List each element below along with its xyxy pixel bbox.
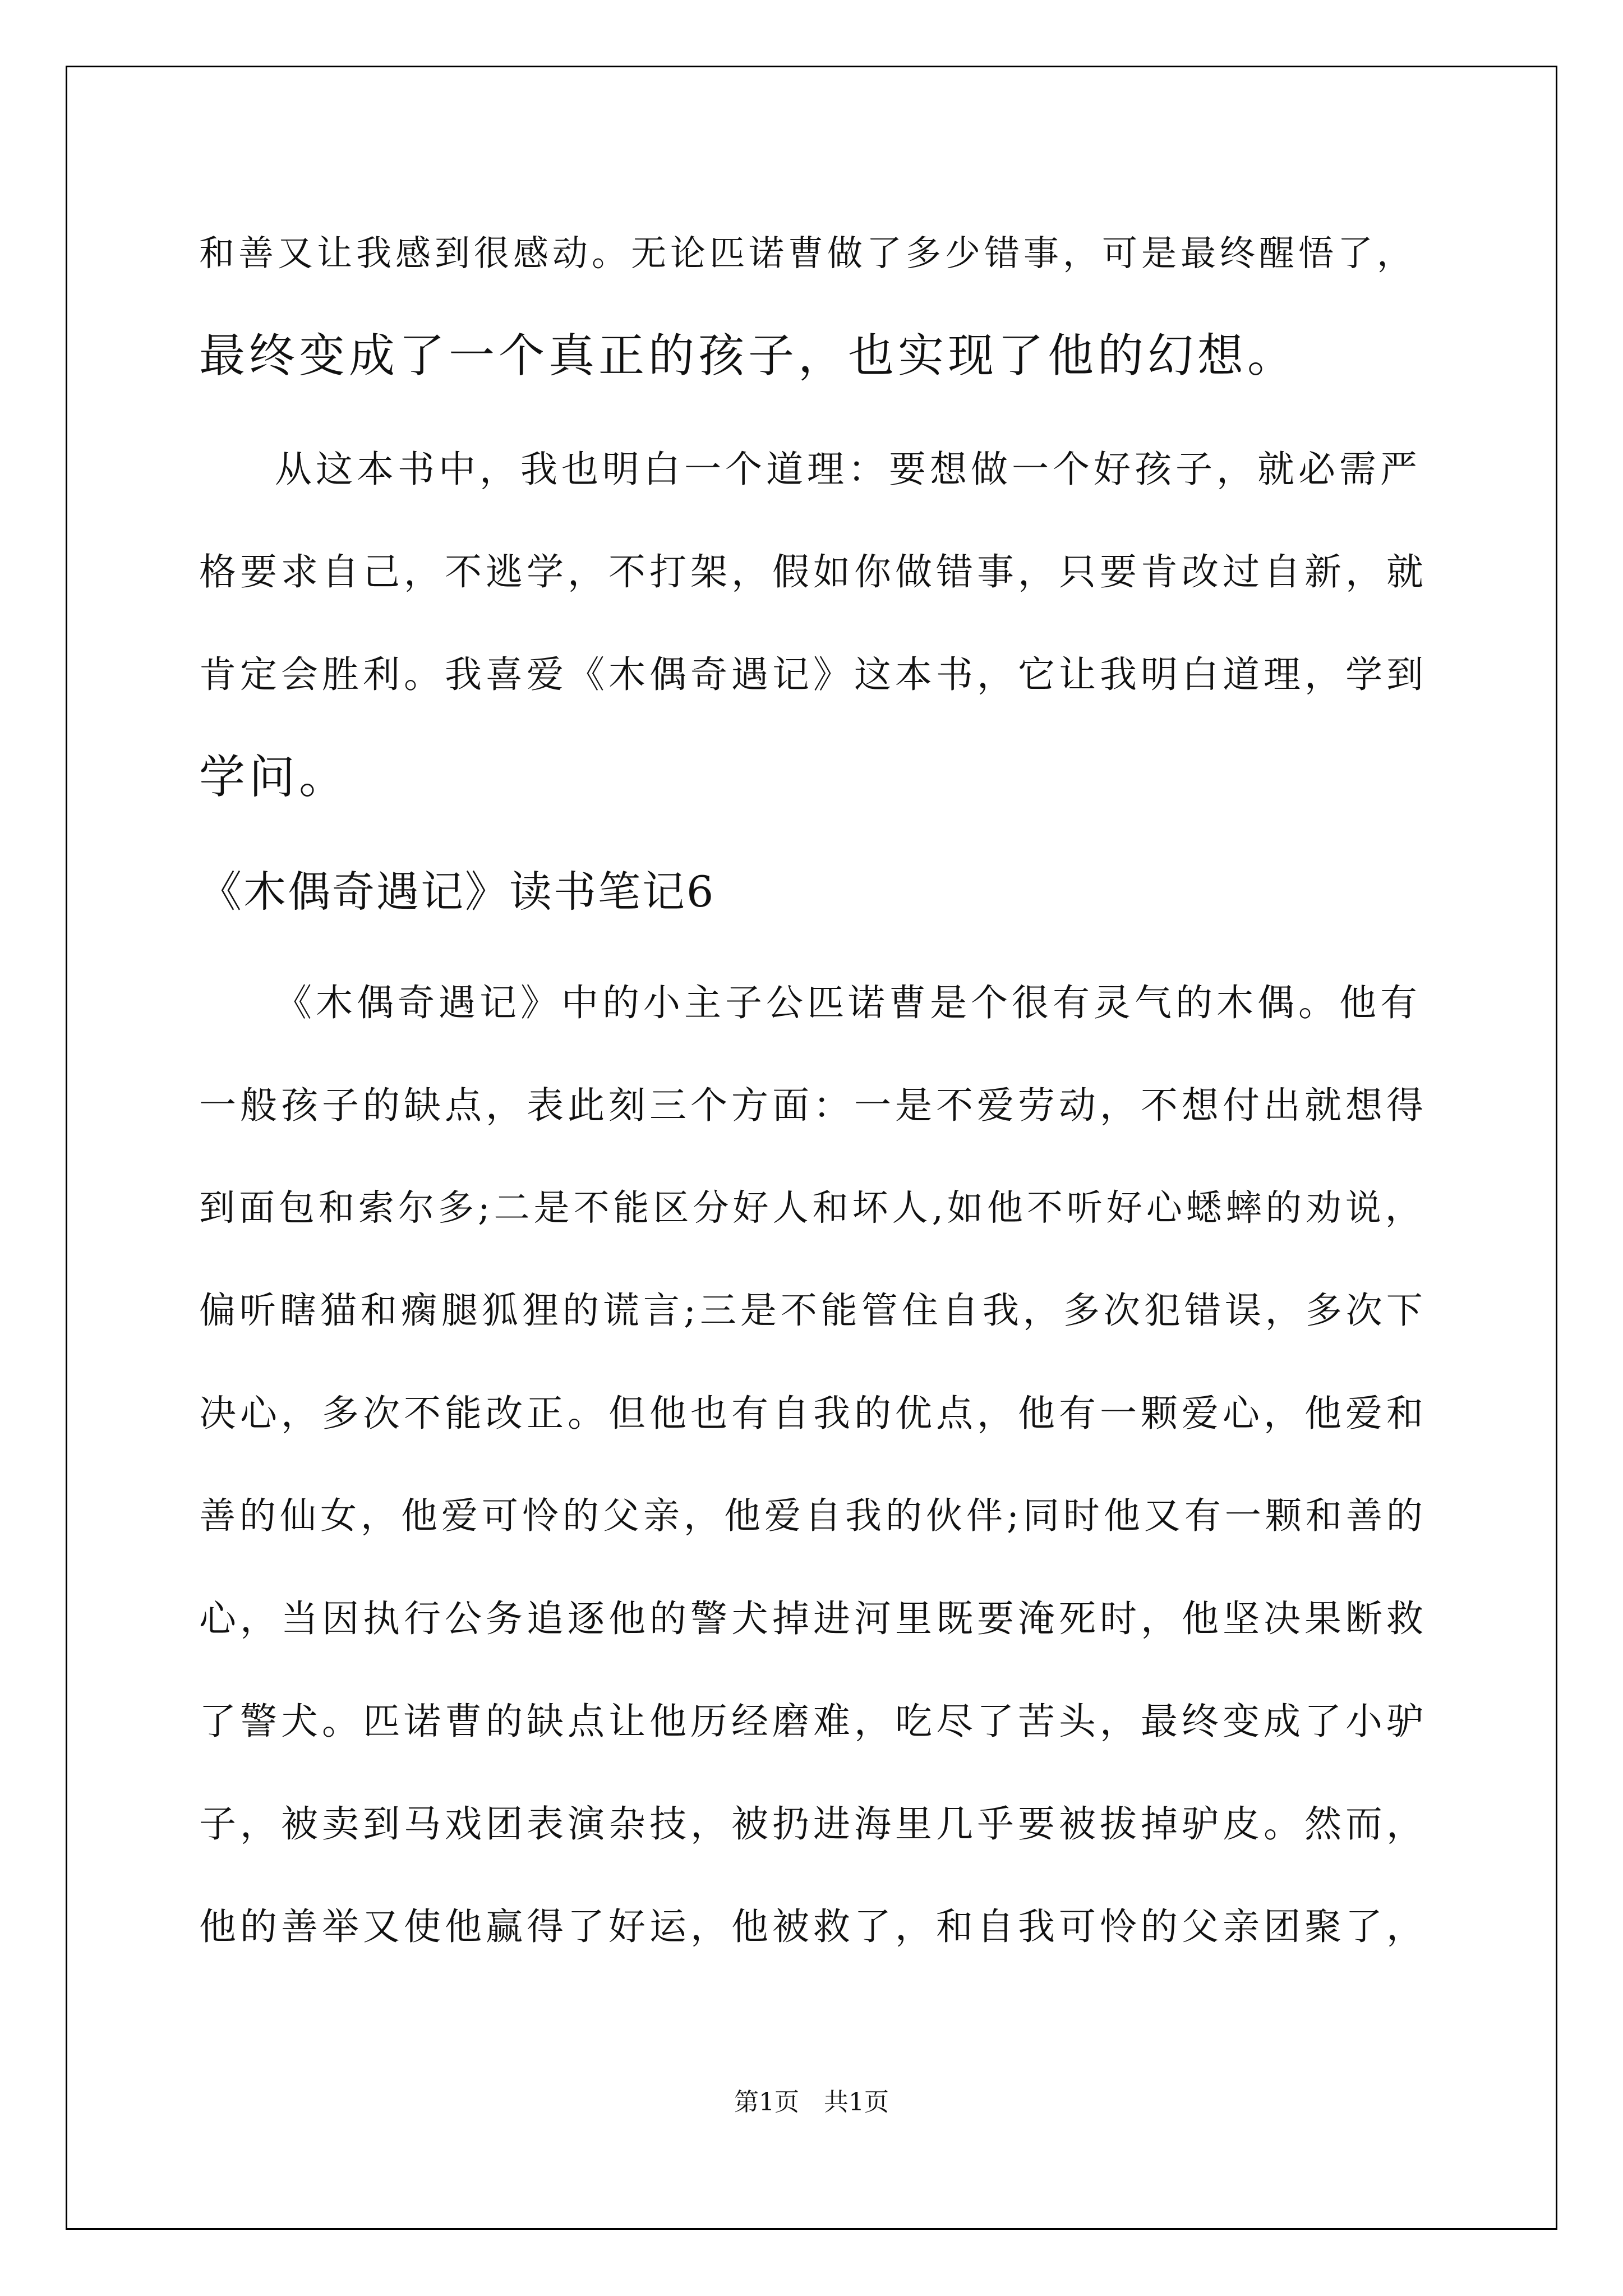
paragraph-line: 《木偶奇遇记》中的小主子公匹诺曹是个很有灵气的木偶。他有 [275, 981, 1421, 1024]
section-heading: 《木偶奇遇记》读书笔记6 [199, 867, 716, 917]
paragraph-line: 肯定会胜利。我喜爱《木偶奇遇记》这本书，它让我明白道理，学到 [199, 653, 1427, 696]
page-footer [0, 2086, 1623, 2119]
paragraph-line: 善的仙女，他爱可怜的父亲，他爱自我的伙伴;同时他又有一颗和善的 [199, 1495, 1427, 1537]
page-current: 第1页 [734, 2088, 799, 2116]
paragraph-line: 从这本书中，我也明白一个道理：要想做一个好孩子，就必需严 [275, 448, 1421, 491]
paragraph-line: 了警犬。匹诺曹的缺点让他历经磨难，吃尽了苦头，最终变成了小驴 [199, 1700, 1427, 1743]
paragraph-line: 格要求自己，不逃学，不打架，假如你做错事，只要肯改过自新，就 [199, 550, 1427, 593]
paragraph-line: 最终变成了一个真正的孩子，也实现了他的幻想。 [199, 329, 1298, 383]
paragraph-line: 心，当因执行公务追逐他的警犬掉进河里既要淹死时，他坚决果断救 [199, 1597, 1427, 1640]
paragraph-line: 到面包和索尔多;二是不能区分好人和坏人,如他不听好心蟋蟀的劝说， [199, 1188, 1425, 1229]
paragraph-line: 学问。 [199, 751, 349, 804]
paragraph-line: 他的善举又使他赢得了好运，他被救了，和自我可怜的父亲团聚了， [199, 1905, 1427, 1948]
paragraph-line: 和善又让我感到很感动。无论匹诺曹做了多少错事，可是最终醒悟了， [199, 233, 1416, 274]
page-total: 共1页 [824, 2088, 889, 2116]
paragraph-line: 决心，多次不能改正。但他也有自我的优点，他有一颗爱心，他爱和 [199, 1392, 1427, 1435]
paragraph-line: 子，被卖到马戏团表演杂技，被扔进海里几乎要被拔掉驴皮。然而， [199, 1802, 1427, 1846]
paragraph-line: 一般孩子的缺点，表此刻三个方面：一是不爱劳动，不想付出就想得 [199, 1084, 1427, 1127]
paragraph-line: 偏听瞎猫和瘸腿狐狸的谎言;三是不能管住自我，多次犯错误，多次下 [199, 1290, 1427, 1332]
